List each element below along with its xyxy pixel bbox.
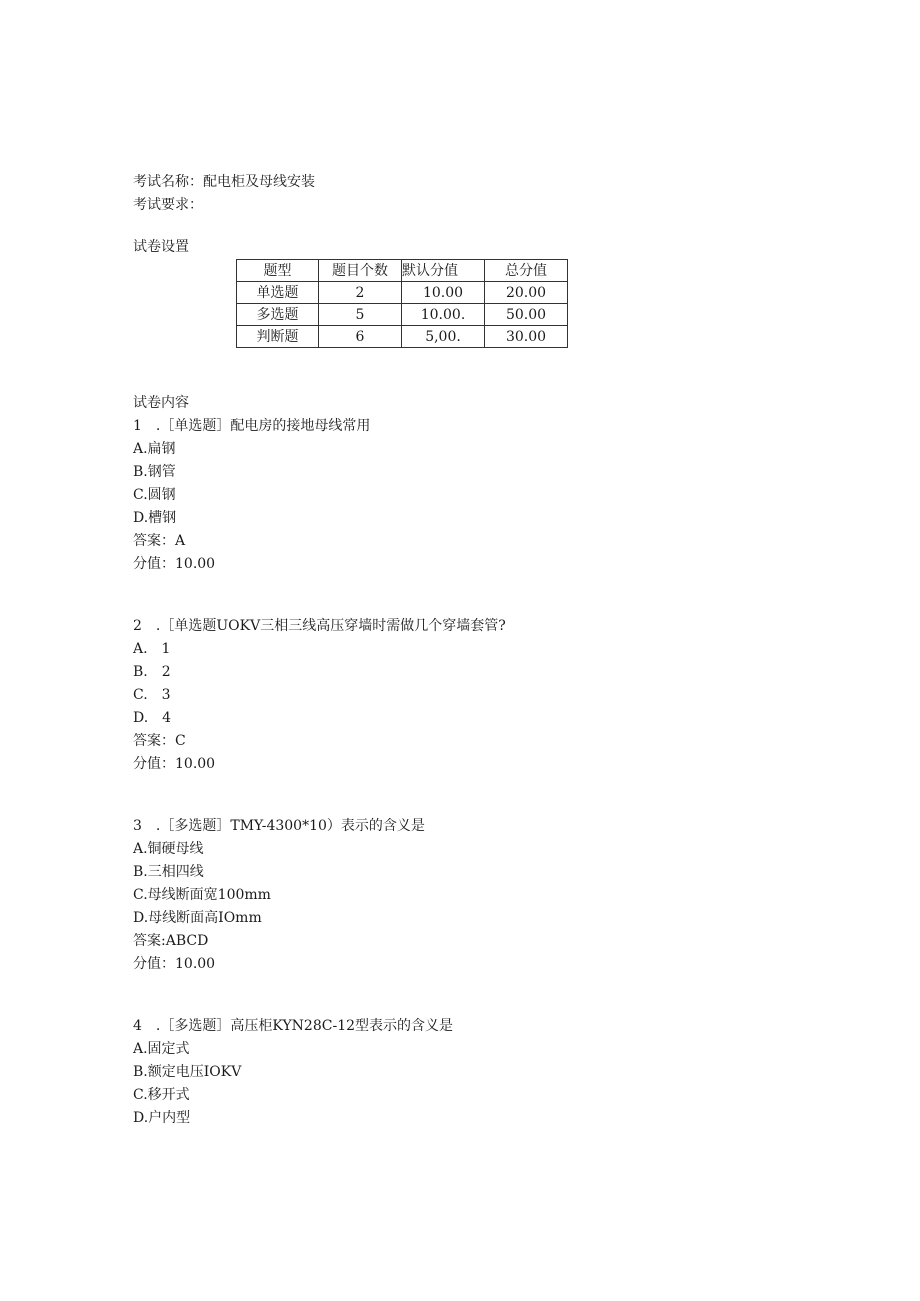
question-option: C.母线断面宽100mm — [133, 887, 271, 903]
cell-total: 30.00 — [485, 326, 568, 348]
cell-count: 6 — [319, 326, 402, 348]
question-option: C. 3 — [133, 687, 171, 703]
exam-requirements-label: 考试要求： — [133, 197, 203, 213]
question-score: 分值：10.00 — [133, 956, 216, 972]
cell-default-score: 10.00. — [402, 304, 485, 326]
question-option: D.母线断面高IOmm — [133, 910, 262, 926]
exam-name-line — [133, 172, 315, 192]
table-row — [237, 326, 568, 348]
question-option: C.圆钢 — [133, 487, 176, 503]
question-option: A. 1 — [133, 641, 171, 657]
question-option: D. 4 — [133, 710, 172, 726]
question-option: A.铜硬母线 — [133, 841, 204, 857]
settings-title: 试卷设置 — [133, 239, 189, 255]
cell-default-score: 5,00. — [402, 326, 485, 348]
question-answer: 答案：A — [133, 533, 186, 549]
exam-name-label: 考试名称： — [133, 174, 203, 190]
cell-type: 判断题 — [237, 326, 319, 348]
question-option: A.扁钢 — [133, 441, 176, 457]
question-option: B.三相四线 — [133, 864, 204, 880]
cell-total: 20.00 — [485, 282, 568, 304]
cell-count: 2 — [319, 282, 402, 304]
question-score: 分值：10.00 — [133, 756, 216, 772]
question-option: B. 2 — [133, 664, 171, 680]
question-heading: 3 .［多选题］TMY-4300*10）表示的含义是 — [133, 818, 425, 834]
cell-total: 50.00 — [485, 304, 568, 326]
table-header-row — [237, 260, 568, 282]
cell-default-score: 10.00 — [402, 282, 485, 304]
question-option: D.槽钢 — [133, 510, 177, 526]
column-header: 总分值 — [485, 260, 568, 282]
column-header: 题型 — [237, 260, 319, 282]
cell-count: 5 — [319, 304, 402, 326]
question-option: A.固定式 — [133, 1041, 190, 1057]
column-header: 题目个数 — [319, 260, 402, 282]
question-option: B.额定电压IOKV — [133, 1064, 242, 1080]
question-score: 分值：10.00 — [133, 556, 216, 572]
question-option: C.移开式 — [133, 1087, 190, 1103]
exam-name: 配电柜及母线安装 — [203, 174, 315, 190]
content-title: 试卷内容 — [133, 395, 189, 411]
column-header: 默认分值 — [402, 260, 485, 282]
question-heading: 2 .［单选题UOKV三相三线高压穿墙时需做几个穿墙套管? — [133, 618, 506, 634]
settings-table — [236, 259, 568, 348]
question-answer: 答案:ABCD — [133, 933, 209, 949]
cell-type: 多选题 — [237, 304, 319, 326]
question-heading: 1 .［单选题］配电房的接地母线常用 — [133, 418, 371, 434]
question-option: B.钢管 — [133, 464, 176, 480]
table-row — [237, 304, 568, 326]
exam-requirements-line — [133, 195, 203, 215]
question-answer: 答案：C — [133, 733, 186, 749]
table-row — [237, 282, 568, 304]
question-option: D.户内型 — [133, 1110, 191, 1126]
question-heading: 4 .［多选题］高压柜KYN28C-12型表示的含义是 — [133, 1018, 454, 1034]
cell-type: 单选题 — [237, 282, 319, 304]
